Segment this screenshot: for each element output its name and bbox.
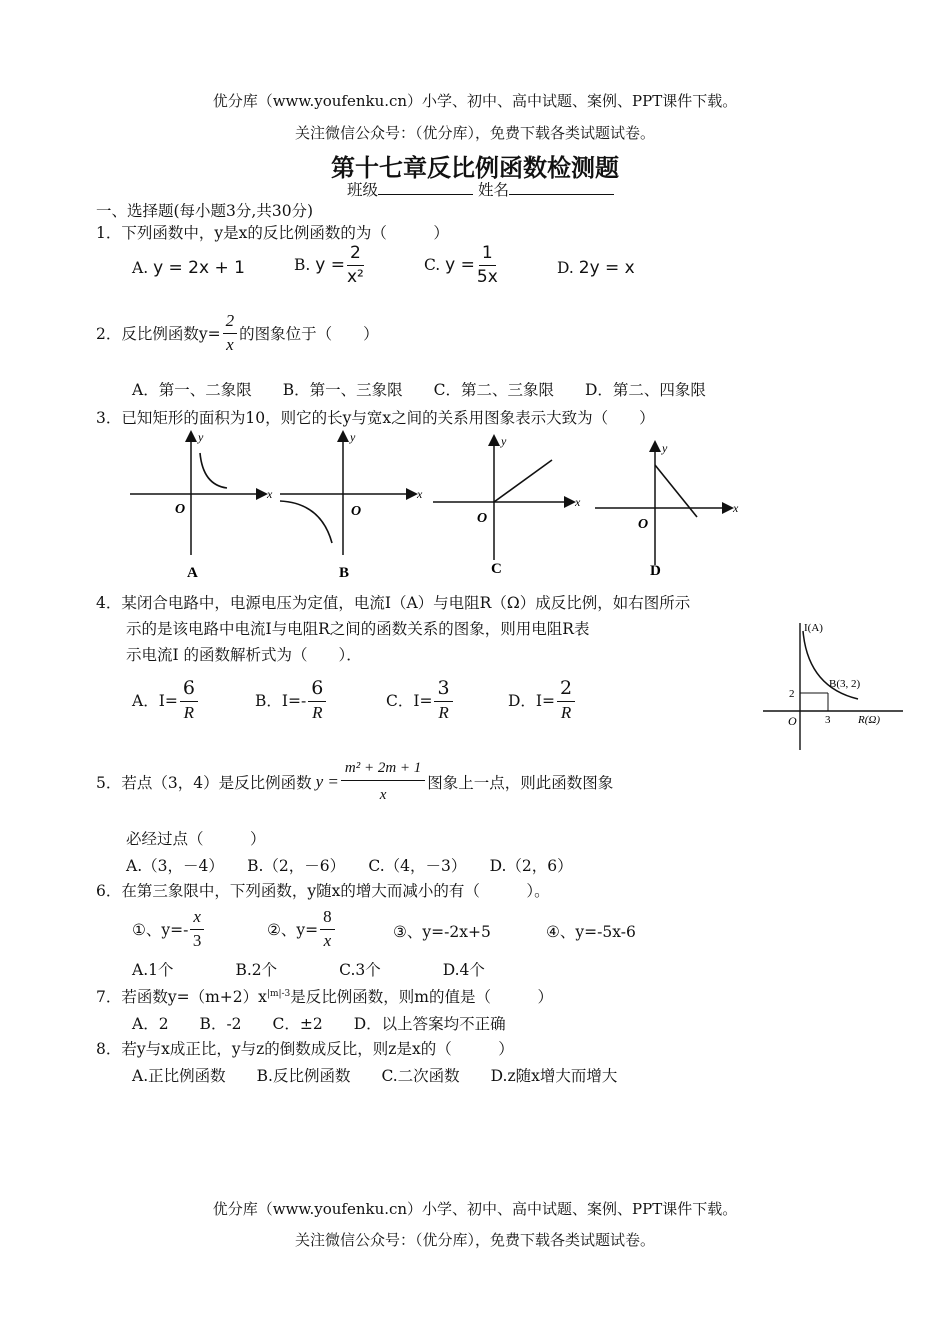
q4-line-3: 示电流I 的函数解析式为（ ）． [126, 646, 362, 664]
graph-b-label: B [339, 565, 350, 581]
fig-origin: O [788, 714, 797, 728]
q1-option-d: D. 2y = x [557, 258, 635, 278]
q5-options: A.（3，－4） B.（2，－6） C.（4，－3） D.（2，6） [126, 857, 573, 875]
q1-option-a: A. y = 2x + 1 [132, 258, 245, 278]
q2-stem: 2．反比例函数y= $\frac{2}{x}$ 的图象位于（ ） [96, 311, 379, 354]
graph-b-x-label: x [417, 487, 423, 501]
q5-stem: 5．若点（3，4）是反比例函数 y = $\frac{\text{m² + 2m + 1}}{x}$ 图象上一点，则此函数图象 [96, 760, 614, 803]
class-label: 班级 [347, 181, 379, 199]
q3-stem: 3．已知矩形的面积为10，则它的长y与宽x之间的关系用图象表示大致为（ ） [96, 409, 655, 427]
q3-graphs [125, 425, 745, 585]
graph-c-y-label: y [501, 434, 507, 448]
q2-options: A．第一、二象限 B．第一、三象限 C．第二、三象限 D．第二、四象限 [132, 381, 706, 399]
graph-d-x-label: x [733, 501, 739, 515]
q6-options: A.1个 B.2个 C.3个 D.4个 [132, 961, 485, 979]
q7-stem: 7．若函数$y=(m+2)x^{|m|-3}$是反比例函数，则m的值是（ ） [96, 988, 553, 1006]
q4-option-b: B．I=- $\frac{6}{R}$ [255, 678, 328, 723]
graph-d-y-label: y [662, 441, 668, 455]
graph-a-origin: O [175, 502, 186, 517]
header-line-1: 优分库（www.youfenku.cn）小学、初中、高中试题、案例、PPT课件下载。 [212, 92, 738, 110]
graph-d [595, 441, 739, 579]
q4-option-d: D．I= $\frac{2}{R}$ [508, 678, 577, 723]
header-line-2: 关注微信公众号：（优分库），免费下载各类试题试卷。 [294, 124, 655, 142]
page-title: 第十七章反比例函数检测题 [331, 153, 619, 182]
graph-c-x-label: x [575, 495, 581, 509]
graph-b [280, 430, 423, 581]
graph-c-label: C [491, 561, 502, 577]
q8-stem: 8．若y与x成正比，y与z的倒数成反比，则z是x的（ ） [96, 1040, 514, 1058]
q4-option-c: C．I= $\frac{3}{R}$ [386, 678, 455, 723]
graph-d-origin: O [638, 517, 649, 532]
graph-c [433, 434, 581, 577]
graph-a-label: A [187, 565, 198, 581]
name-blank [509, 180, 614, 195]
q1-stem: 1．下列函数中，y是x的反比例函数的为（ ） [96, 224, 449, 242]
q4-option-a: A．I= $\frac{6}{R}$ [132, 678, 200, 723]
name-label: 姓名 [477, 181, 509, 199]
graph-c-origin: O [477, 511, 488, 526]
q1-option-b: B. y = $\frac{2}{\text{x²}}$ [294, 243, 364, 287]
footer-line-2: 关注微信公众号：（优分库），免费下载各类试题试卷。 [294, 1231, 655, 1249]
q6-stem: 6．在第三象限中，下列函数，y随x的增大而减小的有（ ）。 [96, 882, 550, 900]
q4-line-1: 4．某闭合电路中，电源电压为定值，电流I（A）与电阻R（Ω）成反比例，如右图所示 [96, 594, 691, 612]
graph-a [130, 430, 273, 581]
fig-tick-x: 3 [825, 714, 831, 726]
fig-tick-y: 2 [789, 688, 795, 700]
q6-option-2: ②、y= $\frac{8}{x}$ [267, 908, 337, 950]
q5-line-2: 必经过点（ ） [126, 830, 266, 848]
q4-line-2: 示的是该电路中电流I与电阻R之间的函数关系的图象，则用电阻R表 [126, 620, 590, 638]
q6-option-3: ③、y=-2x+5 [393, 923, 491, 941]
graph-d-label: D [650, 563, 661, 579]
q8-options: A.正比例函数 B.反比例函数 C.二次函数 D.z随x增大而增大 [132, 1067, 618, 1085]
footer-line-1: 优分库（www.youfenku.cn）小学、初中、高中试题、案例、PPT课件下载。 [212, 1200, 738, 1218]
q7-options: A．2 B．-2 C．±2 D．以上答案均不正确 [132, 1015, 506, 1033]
fig-point-label: B(3, 2) [829, 678, 861, 690]
graph-b-y-label: y [350, 430, 356, 444]
fig-y-label: I(A) [804, 622, 823, 634]
q4-circuit-graph [758, 615, 918, 755]
graph-a-x-label: x [267, 487, 273, 501]
section-heading: 一、选择题(每小题3分,共30分) [96, 202, 314, 220]
class-blank [378, 180, 473, 195]
q1-option-c: C. y = $\frac{1}{5x}$ [424, 243, 498, 287]
q7-exponent: |m|-3 [266, 988, 291, 999]
fig-x-label: R(Ω) [858, 714, 880, 726]
q6-option-1: ①、y=- $\frac{x}{3}$ [132, 908, 206, 950]
graph-b-origin: O [351, 504, 362, 519]
class-name-fields [347, 178, 614, 200]
q6-option-4: ④、y=-5x-6 [546, 923, 636, 941]
graph-a-y-label: y [198, 430, 204, 444]
